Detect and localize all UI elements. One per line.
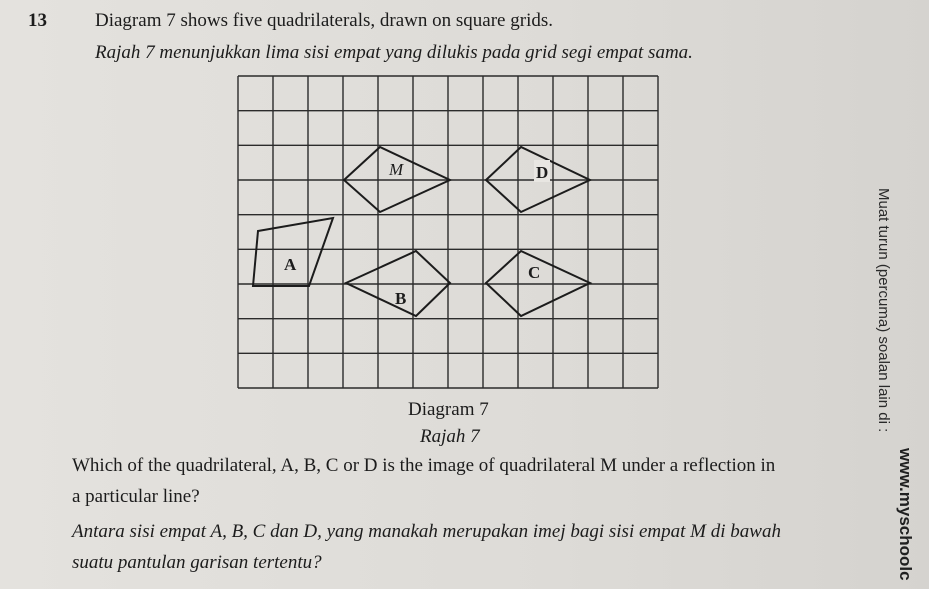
prompt-english-line-2: a particular line? xyxy=(72,486,200,507)
intro-english: Diagram 7 shows five quadrilaterals, drawn on square grids. xyxy=(95,10,553,31)
label-d: D xyxy=(536,163,549,182)
download-watermark-text: Muat turun (percuma) soalan lain di : xyxy=(875,188,892,433)
diagram-caption-malay: Rajah 7 xyxy=(420,426,480,447)
label-a: A xyxy=(284,255,297,274)
watermark-url: www.myschoolc xyxy=(896,448,915,581)
quadrilateral-a xyxy=(253,218,333,286)
diagram-7-grid xyxy=(228,68,678,398)
diagram-caption-english: Diagram 7 xyxy=(408,399,489,420)
square-grid xyxy=(238,76,658,388)
prompt-malay-line-2: suatu pantulan garisan tertentu? xyxy=(72,552,322,573)
label-m: M xyxy=(389,160,404,179)
label-c: C xyxy=(528,263,541,282)
intro-malay: Rajah 7 menunjukkan lima sisi empat yang dilukis pada grid segi empat sama. xyxy=(95,42,693,63)
question-number: 13 xyxy=(28,10,47,31)
label-b: B xyxy=(395,289,407,308)
prompt-english-line-1: Which of the quadrilateral, A, B, C or D is the image of quadrilateral M under a reflection in xyxy=(72,455,776,476)
prompt-malay-line-1: Antara sisi empat A, B, C dan D, yang manakah merupakan imej bagi sisi empat M di bawah xyxy=(72,521,781,542)
